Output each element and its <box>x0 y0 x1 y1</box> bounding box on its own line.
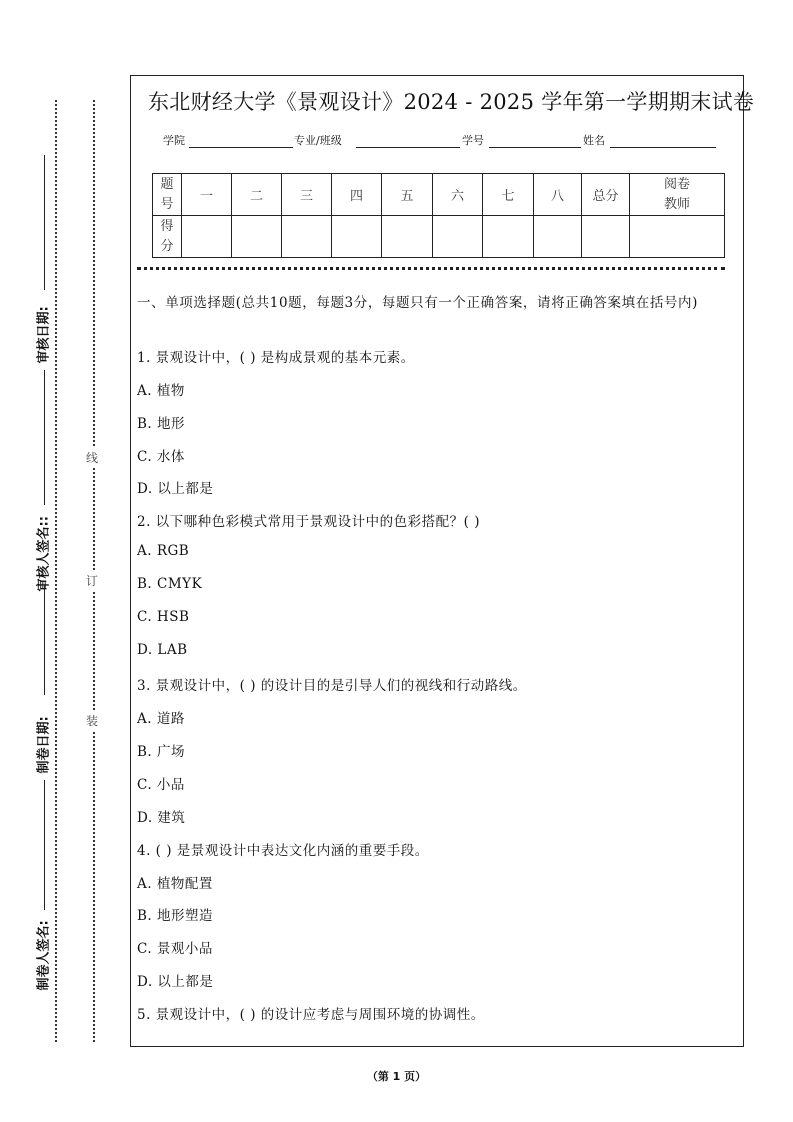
question-stem: 5. 景观设计中，( ) 的设计应考虑与周围环境的协调性。 <box>137 1006 485 1023</box>
maker-sign-line <box>44 780 45 910</box>
col-6: 六 <box>433 174 483 216</box>
major-class-label: 专业/班级 <box>294 134 342 147</box>
score-table-score-row <box>153 216 725 258</box>
answer-option: D. 建筑 <box>137 809 186 826</box>
answer-option: B. CMYK <box>137 576 203 592</box>
answer-option: A. 道路 <box>137 711 185 728</box>
col-5: 五 <box>382 174 433 216</box>
answer-option: A. 植物配置 <box>137 875 213 892</box>
question-no-label: 题 号 <box>153 174 182 216</box>
answer-option: D. LAB <box>137 641 188 658</box>
col-1: 一 <box>182 174 232 216</box>
answer-option: A. 植物 <box>137 383 185 399</box>
answer-option: A. RGB <box>137 543 190 560</box>
binding-char-ding: 订 <box>86 570 98 591</box>
col-2: 二 <box>232 174 282 216</box>
col-4: 四 <box>332 174 382 216</box>
col-8: 八 <box>534 174 582 216</box>
answer-option: C. 小品 <box>137 777 185 793</box>
answer-option: D. 以上都是 <box>137 974 214 990</box>
answer-option: B. 地形塑造 <box>137 908 214 925</box>
score-cell[interactable] <box>483 216 534 258</box>
answer-option: D. 以上都是 <box>137 481 214 498</box>
score-cell[interactable] <box>630 216 725 258</box>
make-date-line <box>44 585 45 695</box>
score-table <box>152 173 725 258</box>
review-date-label: 审核日期: <box>36 306 52 364</box>
score-cell[interactable] <box>232 216 282 258</box>
section-heading: 一、单项选择题(总共10题，每题3分，每题只有一个正确答案，请将正确答案填在括号内) <box>137 295 698 311</box>
college-field[interactable] <box>189 147 293 148</box>
col-grader: 阅卷 教师 <box>630 174 725 216</box>
col-3: 三 <box>282 174 332 216</box>
maker-sign-label: 制卷人签名: <box>36 920 52 991</box>
make-date-label: 制卷日期: <box>36 716 52 774</box>
review-date-line <box>44 155 45 290</box>
score-cell[interactable] <box>582 216 630 258</box>
answer-option: B. 地形 <box>137 415 186 432</box>
score-label: 得 分 <box>153 216 182 258</box>
student-id-field[interactable] <box>489 147 581 148</box>
reviewer-sign-label: 审核人签名:: <box>36 516 52 592</box>
question-stem: 1. 景观设计中，( ) 是构成景观的基本元素。 <box>137 350 415 366</box>
col-total: 总分 <box>582 174 630 216</box>
binding-char-xian: 线 <box>86 447 98 468</box>
binding-char-zhuang: 装 <box>86 710 98 731</box>
score-cell[interactable] <box>382 216 433 258</box>
name-label: 姓名 <box>583 134 605 147</box>
college-label: 学院 <box>163 134 185 147</box>
answer-option: B. 广场 <box>137 744 186 761</box>
question-stem: 2. 以下哪种色彩模式常用于景观设计中的色彩搭配？( ) <box>137 514 480 531</box>
binding-dotted-line-outer <box>55 100 57 1042</box>
score-cell[interactable] <box>282 216 332 258</box>
reviewer-sign-line <box>44 370 45 505</box>
header-divider <box>137 267 725 270</box>
name-field[interactable] <box>610 147 716 148</box>
major-class-field[interactable] <box>356 147 460 148</box>
score-cell[interactable] <box>182 216 232 258</box>
score-cell[interactable] <box>433 216 483 258</box>
page-number: （第 1 页） <box>366 1070 427 1083</box>
student-id-label: 学号 <box>462 134 484 147</box>
answer-option: C. HSB <box>137 608 190 625</box>
exam-title: 东北财经大学《景观设计》2024 - 2025 学年第一学期期末试卷 <box>148 90 755 114</box>
score-cell[interactable] <box>332 216 382 258</box>
question-stem: 3. 景观设计中，( ) 的设计目的是引导人们的视线和行动路线。 <box>137 678 527 695</box>
score-table-header-row <box>153 174 725 216</box>
answer-option: C. 景观小品 <box>137 941 213 958</box>
score-cell[interactable] <box>534 216 582 258</box>
col-7: 七 <box>483 174 534 216</box>
question-stem: 4. ( ) 是景观设计中表达文化内涵的重要手段。 <box>137 842 429 859</box>
answer-option: C. 水体 <box>137 448 185 465</box>
